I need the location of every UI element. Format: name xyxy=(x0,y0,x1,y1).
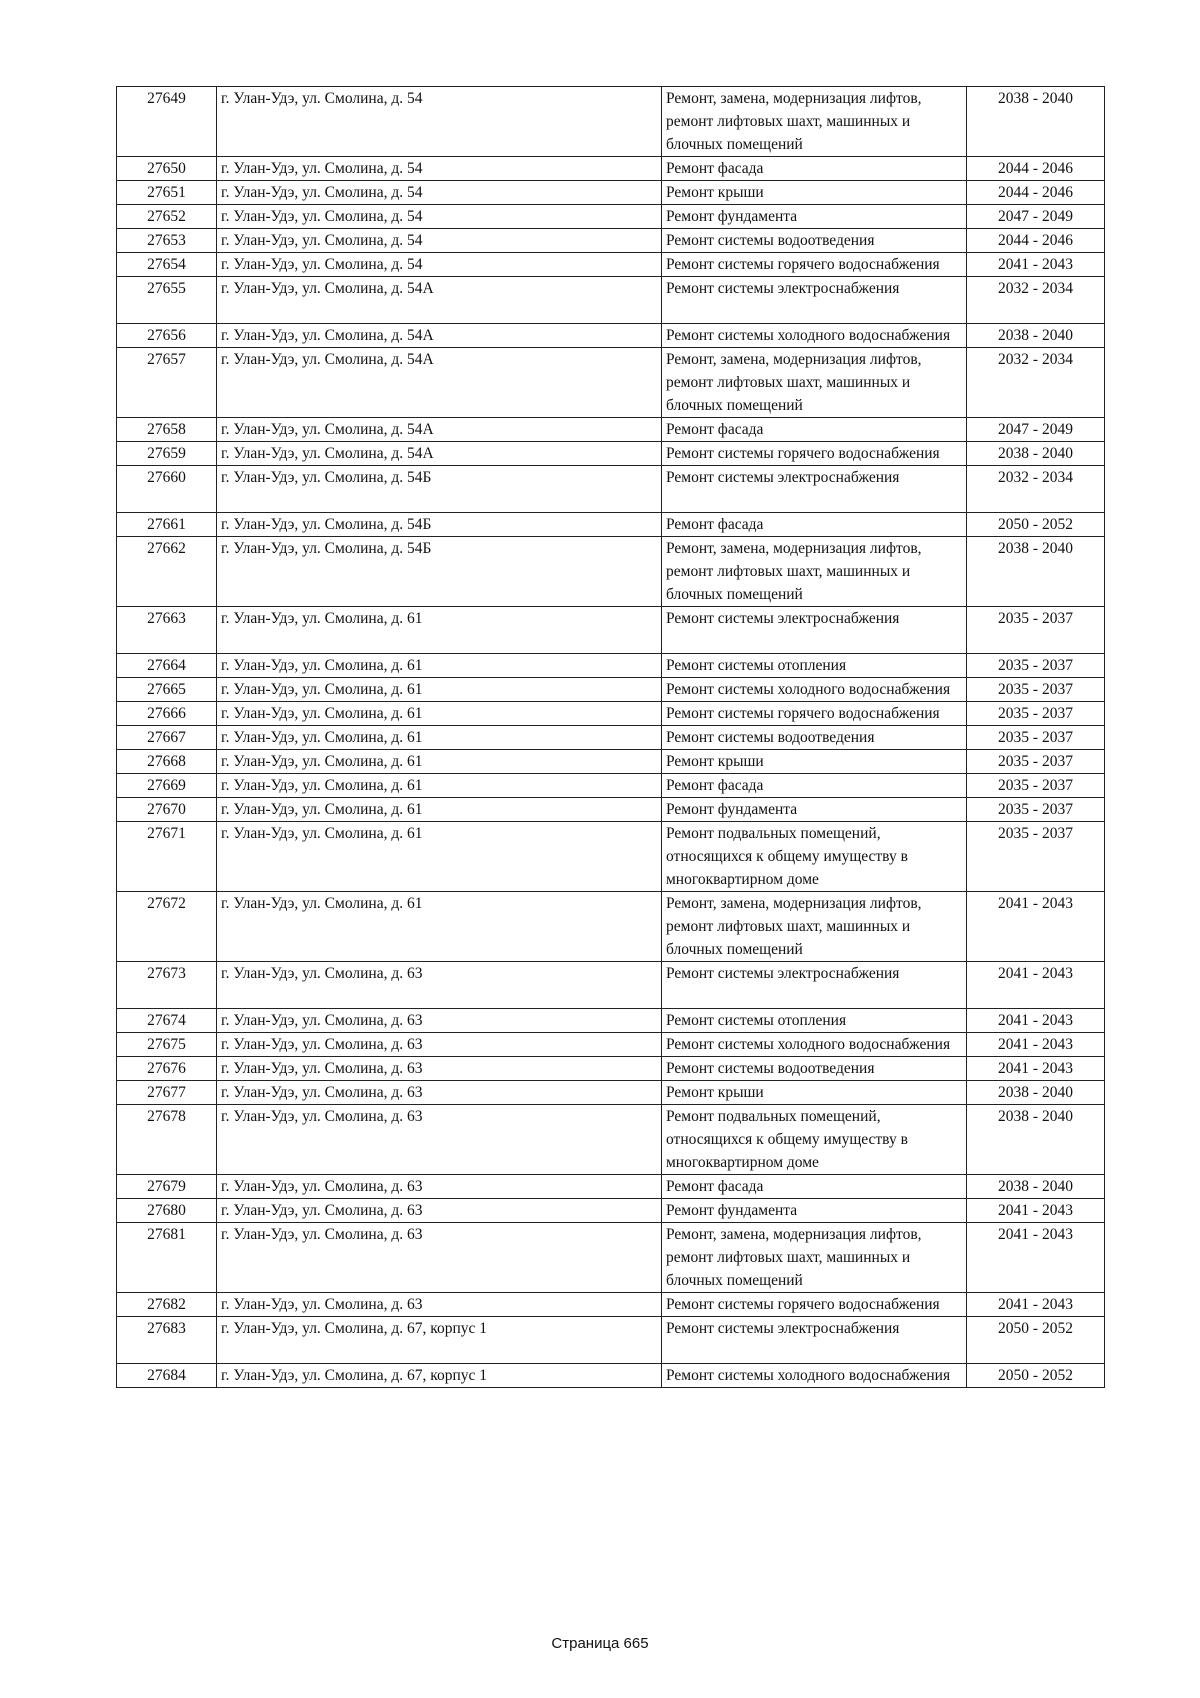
row-number: 27666 xyxy=(117,702,217,726)
row-years: 2035 - 2037 xyxy=(967,750,1105,774)
row-address: г. Улан-Удэ, ул. Смолина, д. 54 xyxy=(217,229,662,253)
row-work: Ремонт подвальных помещений, относящихся к общему имуществу в многоквартирном доме xyxy=(662,822,967,892)
row-years: 2035 - 2037 xyxy=(967,702,1105,726)
row-number: 27667 xyxy=(117,726,217,750)
row-years: 2032 - 2034 xyxy=(967,466,1105,513)
row-years: 2050 - 2052 xyxy=(967,1317,1105,1364)
table-row xyxy=(117,181,1105,205)
row-work: Ремонт, замена, модернизация лифтов, ремонт лифтовых шахт, машинных и блочных помещений xyxy=(662,87,967,157)
row-address: г. Улан-Удэ, ул. Смолина, д. 54А xyxy=(217,324,662,348)
row-work: Ремонт системы электроснабжения xyxy=(662,607,967,654)
row-years: 2035 - 2037 xyxy=(967,607,1105,654)
table-row xyxy=(117,1105,1105,1175)
row-work: Ремонт системы горячего водоснабжения xyxy=(662,1293,967,1317)
row-work: Ремонт системы водоотведения xyxy=(662,1057,967,1081)
table-row xyxy=(117,1009,1105,1033)
row-number: 27662 xyxy=(117,537,217,607)
row-address: г. Улан-Удэ, ул. Смолина, д. 63 xyxy=(217,1105,662,1175)
row-years: 2050 - 2052 xyxy=(967,1364,1105,1388)
page-number: Страница 665 xyxy=(551,1635,649,1652)
row-address: г. Улан-Удэ, ул. Смолина, д. 54Б xyxy=(217,513,662,537)
row-number: 27669 xyxy=(117,774,217,798)
row-work: Ремонт, замена, модернизация лифтов, ремонт лифтовых шахт, машинных и блочных помещений xyxy=(662,348,967,418)
row-number: 27649 xyxy=(117,87,217,157)
row-work: Ремонт, замена, модернизация лифтов, ремонт лифтовых шахт, машинных и блочных помещений xyxy=(662,1223,967,1293)
row-number: 27653 xyxy=(117,229,217,253)
row-work: Ремонт системы электроснабжения xyxy=(662,962,967,1009)
table-row xyxy=(117,726,1105,750)
table-row xyxy=(117,253,1105,277)
row-work: Ремонт системы холодного водоснабжения xyxy=(662,1364,967,1388)
row-address: г. Улан-Удэ, ул. Смолина, д. 63 xyxy=(217,962,662,1009)
table-row xyxy=(117,1175,1105,1199)
row-number: 27655 xyxy=(117,277,217,324)
row-number: 27679 xyxy=(117,1175,217,1199)
row-work: Ремонт системы водоотведения xyxy=(662,726,967,750)
row-number: 27672 xyxy=(117,892,217,962)
row-address: г. Улан-Удэ, ул. Смолина, д. 54 xyxy=(217,253,662,277)
row-years: 2038 - 2040 xyxy=(967,537,1105,607)
row-address: г. Улан-Удэ, ул. Смолина, д. 54А xyxy=(217,348,662,418)
row-number: 27668 xyxy=(117,750,217,774)
row-number: 27663 xyxy=(117,607,217,654)
row-years: 2050 - 2052 xyxy=(967,513,1105,537)
row-work: Ремонт системы водоотведения xyxy=(662,229,967,253)
row-work: Ремонт крыши xyxy=(662,750,967,774)
row-address: г. Улан-Удэ, ул. Смолина, д. 63 xyxy=(217,1009,662,1033)
row-number: 27664 xyxy=(117,654,217,678)
works-table xyxy=(116,86,1105,1388)
table-row xyxy=(117,157,1105,181)
row-work: Ремонт крыши xyxy=(662,181,967,205)
row-work: Ремонт фасада xyxy=(662,513,967,537)
row-years: 2041 - 2043 xyxy=(967,253,1105,277)
table-row xyxy=(117,654,1105,678)
row-work: Ремонт системы горячего водоснабжения xyxy=(662,442,967,466)
row-address: г. Улан-Удэ, ул. Смолина, д. 63 xyxy=(217,1293,662,1317)
row-work: Ремонт подвальных помещений, относящихся к общему имуществу в многоквартирном доме xyxy=(662,1105,967,1175)
row-years: 2041 - 2043 xyxy=(967,1033,1105,1057)
row-address: г. Улан-Удэ, ул. Смолина, д. 54А xyxy=(217,418,662,442)
row-years: 2038 - 2040 xyxy=(967,442,1105,466)
row-work: Ремонт системы холодного водоснабжения xyxy=(662,324,967,348)
row-number: 27665 xyxy=(117,678,217,702)
row-number: 27681 xyxy=(117,1223,217,1293)
row-years: 2041 - 2043 xyxy=(967,962,1105,1009)
row-years: 2047 - 2049 xyxy=(967,418,1105,442)
row-number: 27656 xyxy=(117,324,217,348)
row-years: 2044 - 2046 xyxy=(967,181,1105,205)
table-row xyxy=(117,962,1105,1009)
row-address: г. Улан-Удэ, ул. Смолина, д. 54Б xyxy=(217,537,662,607)
table-row xyxy=(117,537,1105,607)
table-row xyxy=(117,822,1105,892)
row-work: Ремонт системы электроснабжения xyxy=(662,1317,967,1364)
table-row xyxy=(117,229,1105,253)
row-work: Ремонт фасада xyxy=(662,418,967,442)
row-number: 27677 xyxy=(117,1081,217,1105)
row-years: 2032 - 2034 xyxy=(967,348,1105,418)
row-address: г. Улан-Удэ, ул. Смолина, д. 61 xyxy=(217,892,662,962)
row-years: 2044 - 2046 xyxy=(967,229,1105,253)
row-work: Ремонт системы электроснабжения xyxy=(662,466,967,513)
table-row xyxy=(117,798,1105,822)
row-number: 27661 xyxy=(117,513,217,537)
table-row xyxy=(117,702,1105,726)
row-address: г. Улан-Удэ, ул. Смолина, д. 61 xyxy=(217,654,662,678)
row-number: 27650 xyxy=(117,157,217,181)
row-address: г. Улан-Удэ, ул. Смолина, д. 61 xyxy=(217,798,662,822)
row-address: г. Улан-Удэ, ул. Смолина, д. 63 xyxy=(217,1199,662,1223)
row-number: 27684 xyxy=(117,1364,217,1388)
row-work: Ремонт системы отопления xyxy=(662,654,967,678)
row-years: 2041 - 2043 xyxy=(967,1223,1105,1293)
row-number: 27659 xyxy=(117,442,217,466)
row-work: Ремонт системы электроснабжения xyxy=(662,277,967,324)
table-row xyxy=(117,418,1105,442)
row-years: 2035 - 2037 xyxy=(967,798,1105,822)
row-years: 2038 - 2040 xyxy=(967,1175,1105,1199)
row-address: г. Улан-Удэ, ул. Смолина, д. 54А xyxy=(217,277,662,324)
table-row xyxy=(117,1317,1105,1364)
table-row xyxy=(117,513,1105,537)
table-row xyxy=(117,466,1105,513)
row-number: 27676 xyxy=(117,1057,217,1081)
row-address: г. Улан-Удэ, ул. Смолина, д. 63 xyxy=(217,1175,662,1199)
row-address: г. Улан-Удэ, ул. Смолина, д. 63 xyxy=(217,1033,662,1057)
row-work: Ремонт системы холодного водоснабжения xyxy=(662,678,967,702)
row-address: г. Улан-Удэ, ул. Смолина, д. 54 xyxy=(217,181,662,205)
row-years: 2038 - 2040 xyxy=(967,324,1105,348)
row-address: г. Улан-Удэ, ул. Смолина, д. 61 xyxy=(217,607,662,654)
row-years: 2038 - 2040 xyxy=(967,1105,1105,1175)
row-address: г. Улан-Удэ, ул. Смолина, д. 63 xyxy=(217,1081,662,1105)
row-address: г. Улан-Удэ, ул. Смолина, д. 54 xyxy=(217,157,662,181)
row-address: г. Улан-Удэ, ул. Смолина, д. 54А xyxy=(217,442,662,466)
row-work: Ремонт фасада xyxy=(662,774,967,798)
row-address: г. Улан-Удэ, ул. Смолина, д. 63 xyxy=(217,1223,662,1293)
row-work: Ремонт крыши xyxy=(662,1081,967,1105)
row-years: 2041 - 2043 xyxy=(967,1009,1105,1033)
row-number: 27674 xyxy=(117,1009,217,1033)
row-years: 2038 - 2040 xyxy=(967,87,1105,157)
table-row xyxy=(117,442,1105,466)
row-years: 2041 - 2043 xyxy=(967,1199,1105,1223)
row-number: 27651 xyxy=(117,181,217,205)
table-row xyxy=(117,1057,1105,1081)
table-row xyxy=(117,1199,1105,1223)
row-address: г. Улан-Удэ, ул. Смолина, д. 61 xyxy=(217,702,662,726)
row-number: 27658 xyxy=(117,418,217,442)
row-years: 2035 - 2037 xyxy=(967,654,1105,678)
row-years: 2035 - 2037 xyxy=(967,678,1105,702)
row-number: 27671 xyxy=(117,822,217,892)
row-address: г. Улан-Удэ, ул. Смолина, д. 54 xyxy=(217,87,662,157)
table-row xyxy=(117,750,1105,774)
row-address: г. Улан-Удэ, ул. Смолина, д. 54 xyxy=(217,205,662,229)
row-number: 27682 xyxy=(117,1293,217,1317)
row-work: Ремонт фундамента xyxy=(662,798,967,822)
row-years: 2035 - 2037 xyxy=(967,822,1105,892)
row-number: 27657 xyxy=(117,348,217,418)
row-number: 27654 xyxy=(117,253,217,277)
row-years: 2032 - 2034 xyxy=(967,277,1105,324)
table-row xyxy=(117,774,1105,798)
row-work: Ремонт, замена, модернизация лифтов, ремонт лифтовых шахт, машинных и блочных помещений xyxy=(662,537,967,607)
row-years: 2041 - 2043 xyxy=(967,1293,1105,1317)
row-number: 27670 xyxy=(117,798,217,822)
row-years: 2035 - 2037 xyxy=(967,774,1105,798)
table-row xyxy=(117,87,1105,157)
row-work: Ремонт системы горячего водоснабжения xyxy=(662,253,967,277)
row-years: 2047 - 2049 xyxy=(967,205,1105,229)
row-work: Ремонт системы холодного водоснабжения xyxy=(662,1033,967,1057)
row-number: 27678 xyxy=(117,1105,217,1175)
table-row xyxy=(117,1081,1105,1105)
row-number: 27680 xyxy=(117,1199,217,1223)
row-years: 2041 - 2043 xyxy=(967,892,1105,962)
row-years: 2044 - 2046 xyxy=(967,157,1105,181)
table-row xyxy=(117,277,1105,324)
table-row xyxy=(117,678,1105,702)
row-work: Ремонт фундамента xyxy=(662,1199,967,1223)
table-row xyxy=(117,1033,1105,1057)
row-years: 2035 - 2037 xyxy=(967,726,1105,750)
row-years: 2041 - 2043 xyxy=(967,1057,1105,1081)
table-row xyxy=(117,892,1105,962)
table-row xyxy=(117,1364,1105,1388)
works-table-body xyxy=(117,87,1105,1388)
row-address: г. Улан-Удэ, ул. Смолина, д. 54Б xyxy=(217,466,662,513)
row-years: 2038 - 2040 xyxy=(967,1081,1105,1105)
row-address: г. Улан-Удэ, ул. Смолина, д. 61 xyxy=(217,678,662,702)
row-work: Ремонт фундамента xyxy=(662,205,967,229)
table-row xyxy=(117,205,1105,229)
table-row xyxy=(117,348,1105,418)
row-address: г. Улан-Удэ, ул. Смолина, д. 61 xyxy=(217,750,662,774)
row-address: г. Улан-Удэ, ул. Смолина, д. 61 xyxy=(217,774,662,798)
row-work: Ремонт системы горячего водоснабжения xyxy=(662,702,967,726)
row-address: г. Улан-Удэ, ул. Смолина, д. 63 xyxy=(217,1057,662,1081)
table-row xyxy=(117,1293,1105,1317)
table-row xyxy=(117,607,1105,654)
table-row xyxy=(117,1223,1105,1293)
row-work: Ремонт фасада xyxy=(662,157,967,181)
row-address: г. Улан-Удэ, ул. Смолина, д. 61 xyxy=(217,822,662,892)
row-number: 27675 xyxy=(117,1033,217,1057)
row-address: г. Улан-Удэ, ул. Смолина, д. 67, корпус 1 xyxy=(217,1317,662,1364)
row-number: 27673 xyxy=(117,962,217,1009)
row-address: г. Улан-Удэ, ул. Смолина, д. 61 xyxy=(217,726,662,750)
row-work: Ремонт, замена, модернизация лифтов, ремонт лифтовых шахт, машинных и блочных помещений xyxy=(662,892,967,962)
table-row xyxy=(117,324,1105,348)
row-number: 27652 xyxy=(117,205,217,229)
row-work: Ремонт фасада xyxy=(662,1175,967,1199)
row-number: 27660 xyxy=(117,466,217,513)
row-address: г. Улан-Удэ, ул. Смолина, д. 67, корпус 1 xyxy=(217,1364,662,1388)
row-work: Ремонт системы отопления xyxy=(662,1009,967,1033)
row-number: 27683 xyxy=(117,1317,217,1364)
